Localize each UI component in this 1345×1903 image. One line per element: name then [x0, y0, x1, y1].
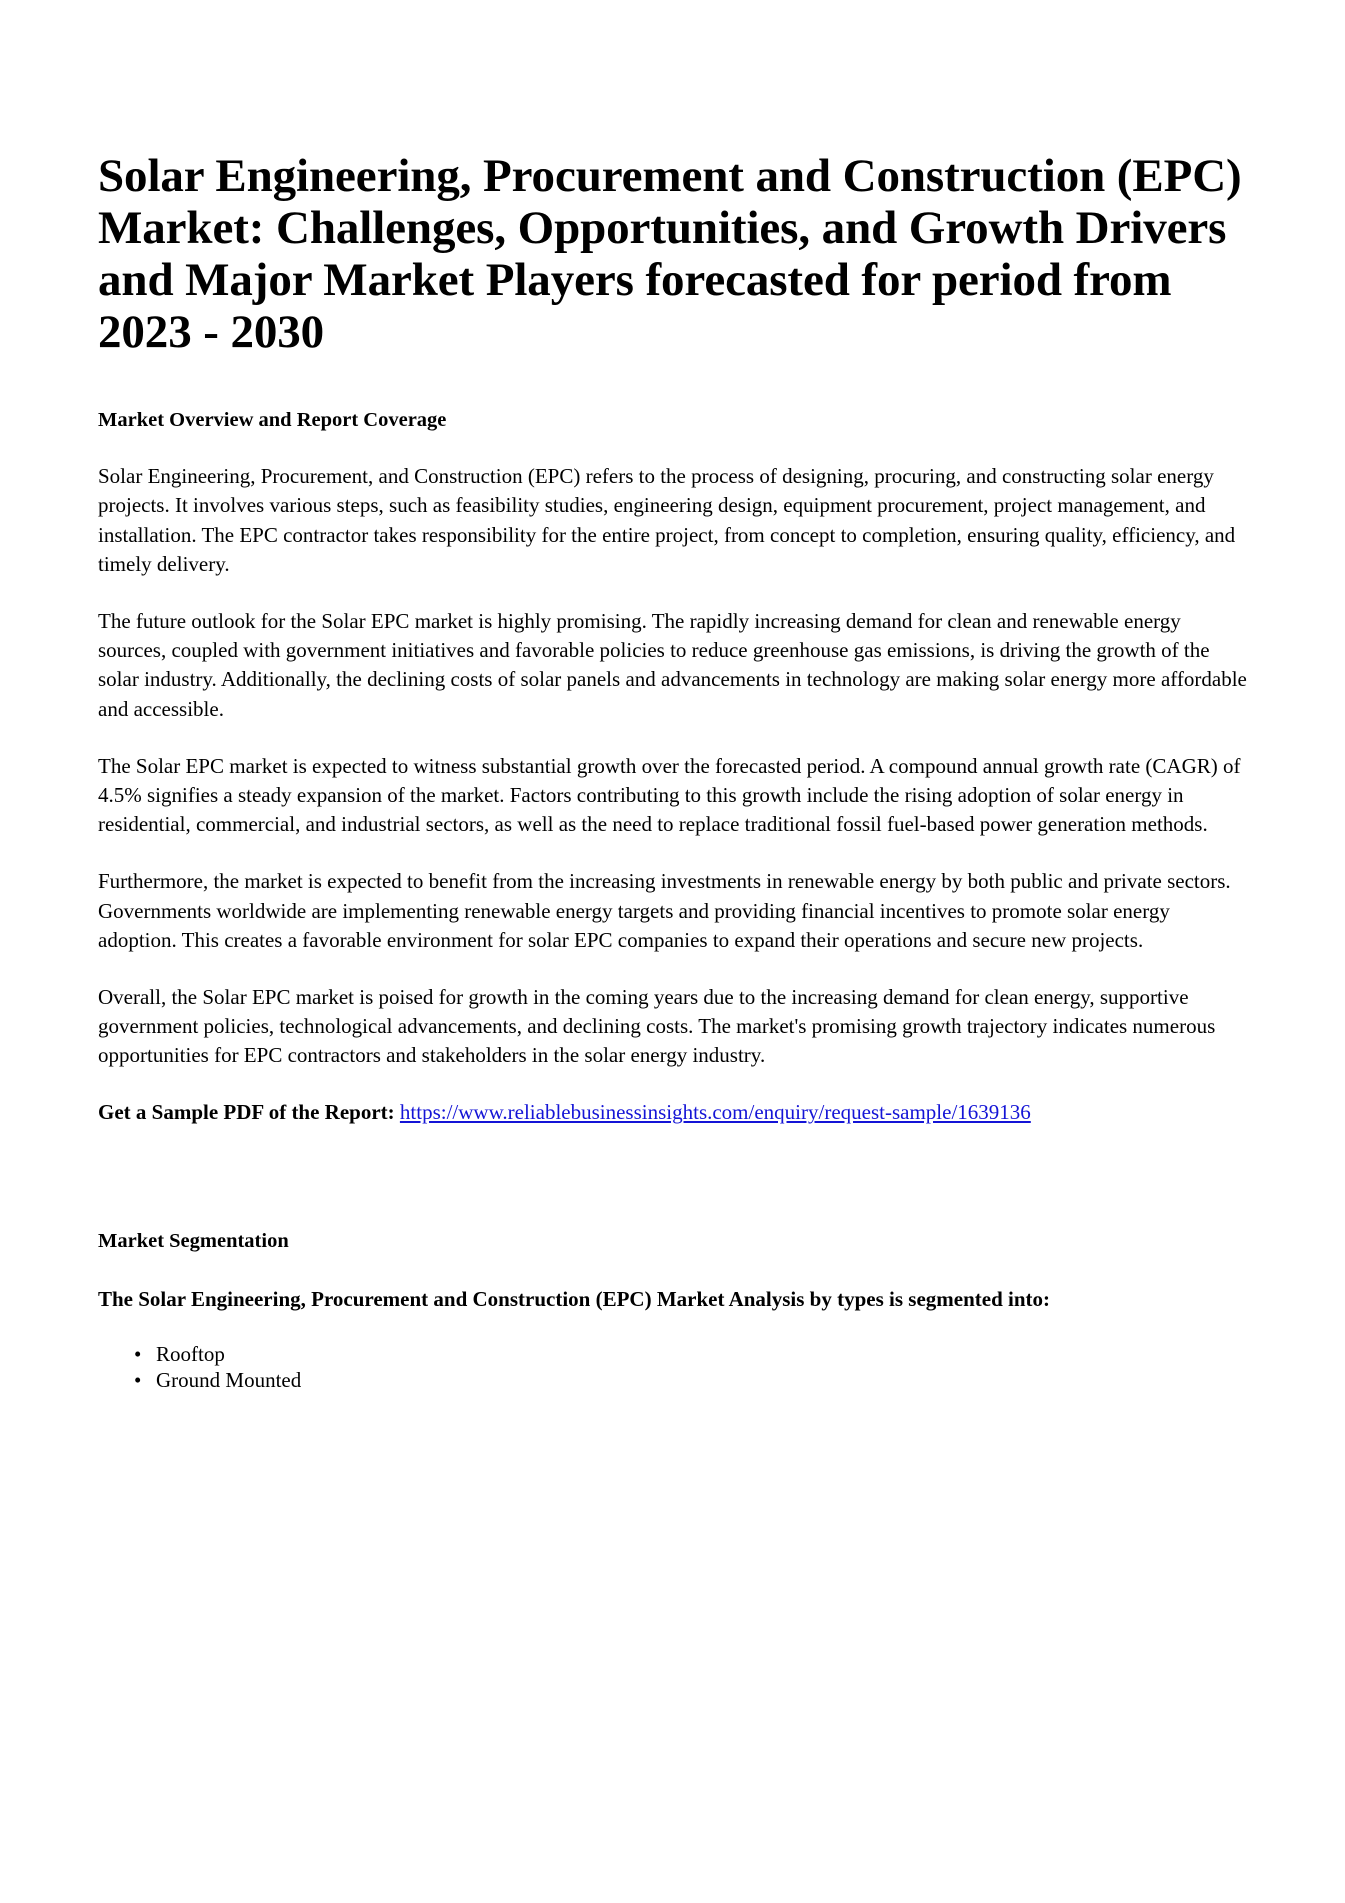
- bullet-icon: •: [134, 1341, 142, 1366]
- paragraph-overall-summary: Overall, the Solar EPC market is poised for growth in the coming years due to the increasing demand for clean energy, supportive government policies, technological advancements, and declining costs. The market's promising growth trajectory indicates numerous opportunities for EPC contractors and stakeholders in the solar energy industry.: [98, 984, 1216, 1068]
- sample-pdf-label: Get a Sample PDF of the Report:: [98, 1100, 395, 1125]
- section-heading-market-overview: Market Overview and Report Coverage: [98, 408, 447, 431]
- segmentation-lead-in: The Solar Engineering, Procurement and Construction (EPC) Market Analysis by types is segmented into:: [98, 1287, 1051, 1312]
- section-spacer: [98, 1128, 1250, 1184]
- list-item-label: Ground Mounted: [156, 1367, 302, 1392]
- section-heading-market-segmentation: Market Segmentation: [98, 1229, 289, 1252]
- paragraph-growth-cagr: The Solar EPC market is expected to witness substantial growth over the forecasted period. A compound annual growth rate (CAGR) of 4.5% signifies a steady expansion of the market. Factors contributing to this growth include the rising adoption of solar energy in residential, commercial, and industrial sectors, as well as the need to replace traditional fossil fuel-based power generation methods.: [98, 753, 1241, 837]
- paragraph-epc-definition: Solar Engineering, Procurement, and Construction (EPC) refers to the process of designing, procuring, and constructing solar energy projects. It involves various steps, such as feasibility studies, engineering design, equipment procurement, project management, and installation. The EPC contractor takes responsibility for the entire project, from concept to completion, ensuring quality, efficiency, and timely delivery.: [98, 464, 1236, 576]
- sample-pdf-callout: [98, 1098, 1250, 1127]
- paragraph-investments: Furthermore, the market is expected to benefit from the increasing investments in renewable energy by both public and private sectors. Governments worldwide are implementing renewable energy targets and providing financial incentives to promote solar energy adoption. This creates a favorable environment for solar EPC companies to expand their operations and secure new projects.: [98, 869, 1231, 952]
- list-item-label: Rooftop: [156, 1341, 225, 1366]
- segmentation-type-list: [98, 1341, 1250, 1394]
- page-title: Solar Engineering, Procurement and Construction (EPC) Market: Challenges, Opportunities, and Growth Drivers and Major Market Players forecasted for period from 2023 - 2030: [98, 150, 1242, 359]
- list-item: [134, 1367, 1250, 1393]
- request-sample-link[interactable]: https://www.reliablebusinessinsights.com/enquiry/request-sample/1639136: [399, 1100, 1031, 1125]
- paragraph-future-outlook: The future outlook for the Solar EPC market is highly promising. The rapidly increasing demand for clean and renewable energy sources, coupled with government initiatives and favorable policies to reduce greenhouse gas emissions, is driving the growth of the solar industry. Additionally, the declining costs of solar panels and advancements in technology are making solar energy more affordable and accessible.: [98, 609, 1247, 721]
- list-item: [134, 1341, 1250, 1367]
- bullet-icon: •: [134, 1367, 142, 1392]
